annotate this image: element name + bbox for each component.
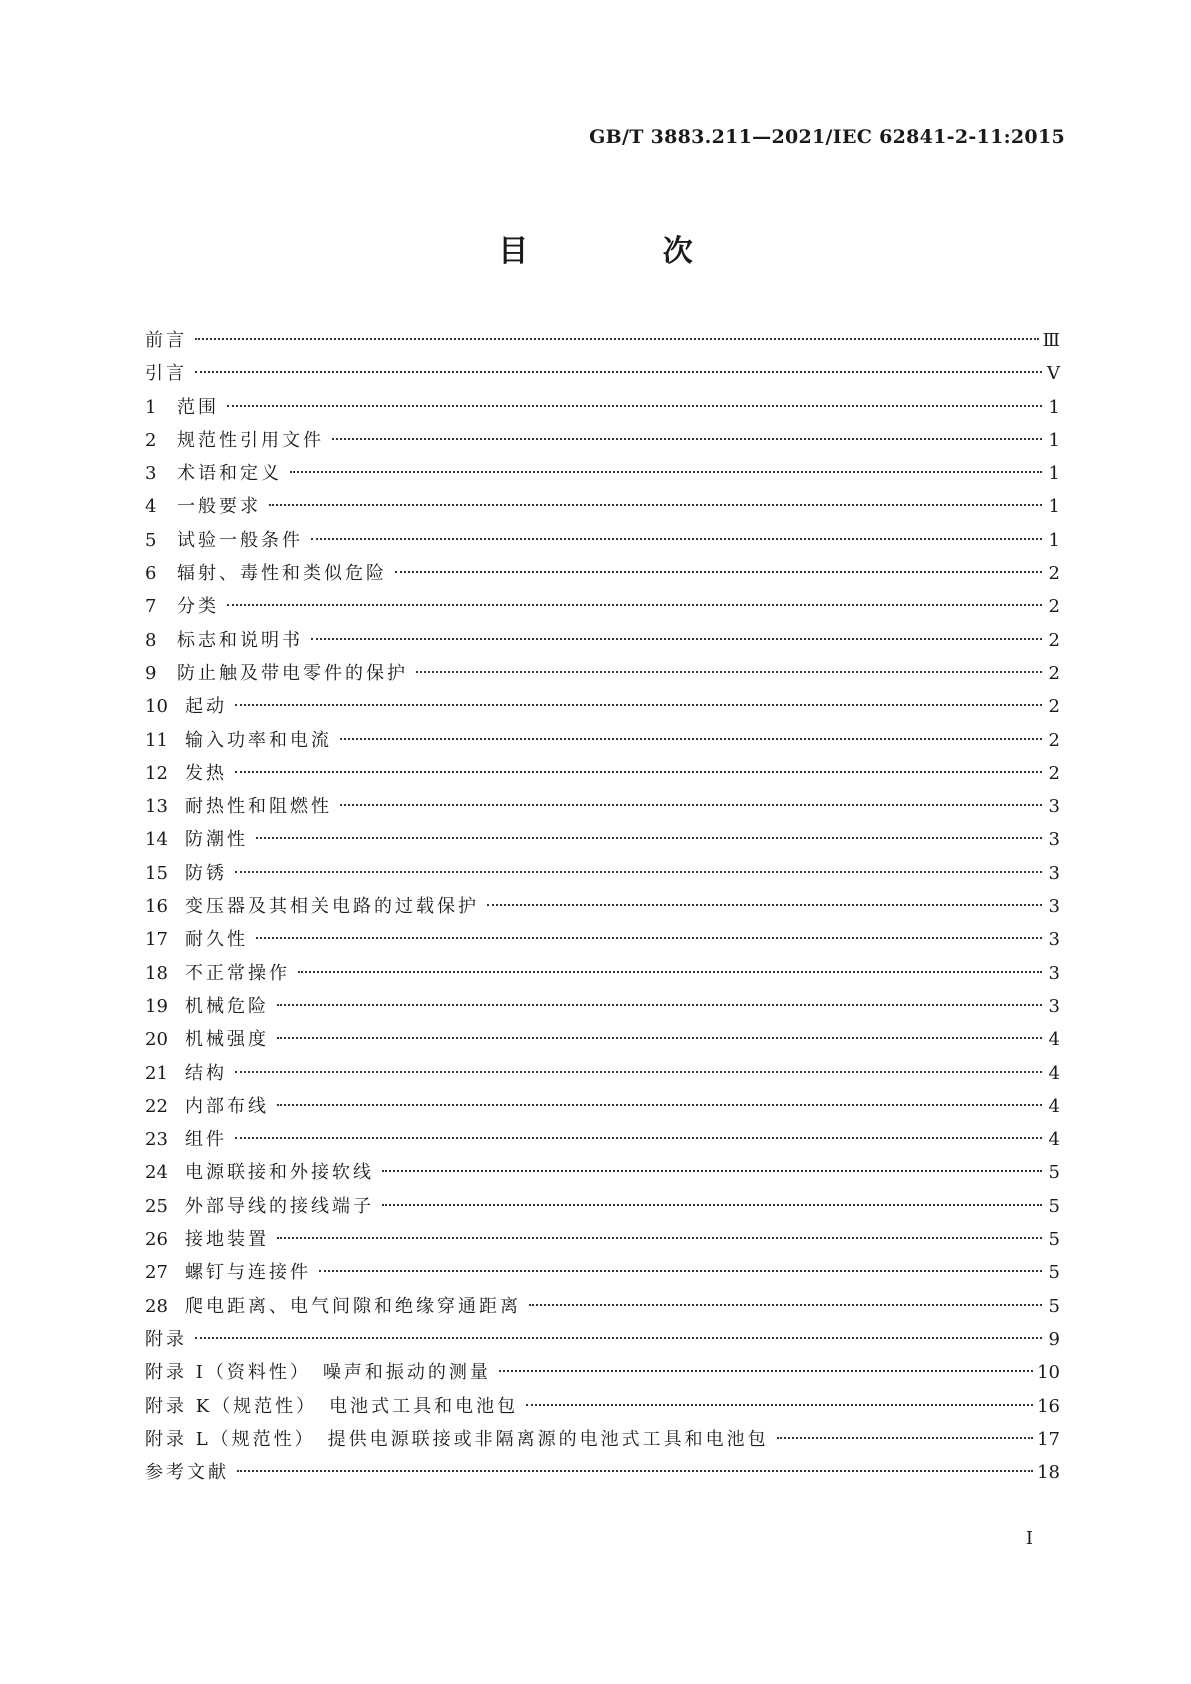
toc-entry-number: 23 bbox=[145, 1129, 168, 1151]
toc-entry-label: 术语和定义 bbox=[177, 463, 282, 485]
toc-entry[interactable] bbox=[145, 424, 1060, 457]
dot-leader bbox=[277, 1104, 1042, 1106]
toc-entry-page: 1 bbox=[1048, 396, 1060, 418]
toc-entry[interactable] bbox=[145, 1023, 1060, 1056]
dot-leader bbox=[235, 771, 1042, 773]
toc-entry-page: 5 bbox=[1048, 1229, 1060, 1251]
dot-leader bbox=[256, 937, 1042, 939]
toc-entry[interactable] bbox=[145, 1256, 1060, 1289]
dot-leader bbox=[526, 1404, 1033, 1406]
toc-entry-page: 3 bbox=[1048, 962, 1060, 984]
toc-entry-label: 起动 bbox=[185, 696, 227, 718]
toc-entry-label: 机械强度 bbox=[185, 1029, 269, 1051]
toc-entry-page: 3 bbox=[1048, 896, 1060, 918]
dot-leader bbox=[319, 1270, 1042, 1272]
toc-entry[interactable] bbox=[145, 990, 1060, 1023]
toc-entry-number: 28 bbox=[145, 1295, 168, 1317]
dot-leader bbox=[195, 338, 1039, 340]
toc-entry[interactable] bbox=[145, 490, 1060, 523]
toc-entry-number: 22 bbox=[145, 1095, 168, 1117]
toc-entry[interactable] bbox=[145, 1323, 1060, 1356]
dot-leader bbox=[499, 1370, 1033, 1372]
toc-entry-label: 规范性引用文件 bbox=[177, 429, 324, 451]
toc-entry-page: 3 bbox=[1048, 995, 1060, 1017]
toc-entry-label: 辐射、毒性和类似危险 bbox=[177, 563, 387, 585]
toc-entry-number: 17 bbox=[145, 929, 168, 951]
toc-entry-page: 5 bbox=[1048, 1295, 1060, 1317]
toc-entry-label: 范围 bbox=[177, 396, 219, 418]
toc-entry-label: 参考文献 bbox=[145, 1462, 229, 1484]
toc-entry-page: 2 bbox=[1048, 563, 1060, 585]
toc-entry-page: Ⅴ bbox=[1047, 363, 1060, 385]
toc-entry-number: 5 bbox=[145, 529, 157, 551]
toc-entry-number: 19 bbox=[145, 995, 168, 1017]
toc-entry-page: 2 bbox=[1048, 629, 1060, 651]
dot-leader bbox=[256, 837, 1042, 839]
toc-entry[interactable] bbox=[145, 357, 1060, 390]
toc-entry-label: 不正常操作 bbox=[185, 962, 290, 984]
toc-entry-number: 6 bbox=[145, 563, 157, 585]
toc-entry-page: 5 bbox=[1048, 1162, 1060, 1184]
toc-entry-label: 防止触及带电零件的保护 bbox=[177, 662, 408, 684]
toc-entry-label: 附录 bbox=[145, 1328, 187, 1350]
toc-entry[interactable] bbox=[145, 590, 1060, 623]
toc-entry-number: 7 bbox=[145, 596, 157, 618]
toc-entry-label: 内部布线 bbox=[185, 1095, 269, 1117]
toc-entry-label: 分类 bbox=[177, 596, 219, 618]
toc-entry-page: 2 bbox=[1048, 729, 1060, 751]
toc-entry-number: 11 bbox=[145, 729, 168, 751]
toc-entry-number: 4 bbox=[145, 496, 157, 518]
toc-entry-label: 变压器及其相关电路的过载保护 bbox=[185, 896, 479, 918]
page-number: I bbox=[1025, 1528, 1033, 1549]
toc-entry-label: 耐热性和阻燃性 bbox=[185, 796, 332, 818]
toc-entry-label: 发热 bbox=[185, 762, 227, 784]
toc-entry-page: 4 bbox=[1048, 1029, 1060, 1051]
toc-entry-page: 17 bbox=[1037, 1428, 1060, 1450]
toc-entry-number: 1 bbox=[145, 396, 157, 418]
dot-leader bbox=[529, 1304, 1042, 1306]
toc-entry-label: 附录 I（资料性） 噪声和振动的测量 bbox=[145, 1362, 491, 1384]
toc-entry-label: 前言 bbox=[145, 330, 187, 351]
table-of-contents bbox=[145, 324, 1060, 1489]
toc-entry-label: 结构 bbox=[185, 1062, 227, 1084]
toc-entry-number: 10 bbox=[145, 696, 168, 718]
toc-entry-number: 12 bbox=[145, 762, 168, 784]
toc-entry[interactable] bbox=[145, 391, 1060, 424]
toc-entry-page: 16 bbox=[1037, 1395, 1060, 1417]
dot-leader bbox=[298, 971, 1042, 973]
dot-leader bbox=[382, 1170, 1042, 1172]
toc-entry-page: 5 bbox=[1048, 1262, 1060, 1284]
toc-entry-page: 18 bbox=[1037, 1462, 1060, 1484]
standard-code: GB/T 3883.211—2021/IEC 62841-2-11:2015 bbox=[589, 126, 1065, 148]
toc-entry[interactable] bbox=[145, 1057, 1060, 1090]
toc-entry[interactable] bbox=[145, 457, 1060, 490]
toc-entry-page: 2 bbox=[1048, 596, 1060, 618]
dot-leader bbox=[195, 371, 1042, 373]
toc-entry-page: 1 bbox=[1048, 529, 1060, 551]
dot-leader bbox=[227, 405, 1042, 407]
toc-entry-page: 2 bbox=[1048, 762, 1060, 784]
toc-entry-label: 引言 bbox=[145, 363, 187, 385]
toc-entry[interactable] bbox=[145, 923, 1060, 956]
toc-entry-number: 16 bbox=[145, 896, 168, 918]
toc-entry[interactable] bbox=[145, 757, 1060, 790]
toc-entry[interactable] bbox=[145, 557, 1060, 590]
toc-entry-number: 9 bbox=[145, 662, 157, 684]
toc-entry[interactable] bbox=[145, 857, 1060, 890]
toc-entry-label: 试验一般条件 bbox=[177, 529, 303, 551]
toc-entry-page: 3 bbox=[1048, 862, 1060, 884]
toc-entry-label: 耐久性 bbox=[185, 929, 248, 951]
toc-entry[interactable] bbox=[145, 1290, 1060, 1323]
toc-entry[interactable] bbox=[145, 790, 1060, 823]
toc-entry-number: 20 bbox=[145, 1029, 168, 1051]
toc-entry-label: 防潮性 bbox=[185, 829, 248, 851]
toc-entry[interactable] bbox=[145, 324, 1060, 357]
toc-entry-number: 18 bbox=[145, 962, 168, 984]
toc-entry-label: 电源联接和外接软线 bbox=[185, 1162, 374, 1184]
toc-entry-page: 1 bbox=[1048, 496, 1060, 518]
dot-leader bbox=[395, 571, 1042, 573]
dot-leader bbox=[237, 1470, 1033, 1472]
toc-entry-page: 4 bbox=[1048, 1095, 1060, 1117]
toc-entry-label: 附录 K（规范性） 电池式工具和电池包 bbox=[145, 1395, 519, 1417]
dot-leader bbox=[235, 871, 1042, 873]
toc-entry-page: 2 bbox=[1048, 696, 1060, 718]
toc-entry-number: 8 bbox=[145, 629, 157, 651]
dot-leader bbox=[227, 604, 1042, 606]
toc-entry-label: 螺钉与连接件 bbox=[185, 1262, 311, 1284]
toc-entry-number: 25 bbox=[145, 1195, 168, 1217]
toc-entry-page: 5 bbox=[1048, 1195, 1060, 1217]
dot-leader bbox=[269, 504, 1042, 506]
toc-entry-page: 4 bbox=[1048, 1062, 1060, 1084]
toc-entry[interactable] bbox=[145, 890, 1060, 923]
dot-leader bbox=[340, 738, 1042, 740]
toc-entry[interactable] bbox=[145, 624, 1060, 657]
dot-leader bbox=[340, 804, 1042, 806]
toc-entry-number: 14 bbox=[145, 829, 168, 851]
dot-leader bbox=[311, 538, 1042, 540]
toc-entry-label: 爬电距离、电气间隙和绝缘穿通距离 bbox=[185, 1295, 521, 1317]
toc-entry[interactable] bbox=[145, 1456, 1060, 1489]
dot-leader bbox=[290, 471, 1042, 473]
dot-leader bbox=[235, 1071, 1042, 1073]
toc-entry-number: 2 bbox=[145, 429, 157, 451]
dot-leader bbox=[235, 704, 1042, 706]
toc-entry-number: 15 bbox=[145, 862, 168, 884]
toc-entry-page: 10 bbox=[1037, 1362, 1060, 1384]
toc-entry-page: 2 bbox=[1048, 662, 1060, 684]
toc-entry-page: 9 bbox=[1048, 1328, 1060, 1350]
dot-leader bbox=[235, 1137, 1042, 1139]
toc-entry-label: 组件 bbox=[185, 1129, 227, 1151]
toc-entry[interactable] bbox=[145, 1390, 1060, 1423]
toc-entry-label: 附录 L（规范性） 提供电源联接或非隔离源的电池式工具和电池包 bbox=[145, 1428, 769, 1450]
toc-entry-page: 3 bbox=[1048, 929, 1060, 951]
dot-leader bbox=[195, 1337, 1042, 1339]
toc-entry-number: 3 bbox=[145, 463, 157, 485]
toc-entry-label: 输入功率和电流 bbox=[185, 729, 332, 751]
toc-entry[interactable] bbox=[145, 1123, 1060, 1156]
toc-entry-label: 一般要求 bbox=[177, 496, 261, 518]
toc-entry[interactable] bbox=[145, 724, 1060, 757]
toc-entry[interactable] bbox=[145, 690, 1060, 723]
dot-leader bbox=[311, 638, 1042, 640]
toc-entry[interactable] bbox=[145, 1156, 1060, 1189]
toc-entry-number: 24 bbox=[145, 1162, 168, 1184]
toc-entry-label: 防锈 bbox=[185, 862, 227, 884]
toc-entry[interactable] bbox=[145, 957, 1060, 990]
toc-entry-number: 26 bbox=[145, 1229, 168, 1251]
toc-entry-page: 1 bbox=[1048, 429, 1060, 451]
toc-entry[interactable] bbox=[145, 1356, 1060, 1389]
dot-leader bbox=[332, 438, 1042, 440]
toc-entry-page: 1 bbox=[1048, 463, 1060, 485]
toc-entry[interactable] bbox=[145, 524, 1060, 557]
toc-entry-number: 27 bbox=[145, 1262, 168, 1284]
dot-leader bbox=[277, 1037, 1042, 1039]
toc-entry[interactable] bbox=[145, 1090, 1060, 1123]
toc-entry[interactable] bbox=[145, 1223, 1060, 1256]
dot-leader bbox=[777, 1437, 1033, 1439]
toc-entry-page: 3 bbox=[1048, 796, 1060, 818]
toc-entry-page: 3 bbox=[1048, 829, 1060, 851]
dot-leader bbox=[382, 1204, 1042, 1206]
toc-entry-label: 机械危险 bbox=[185, 995, 269, 1017]
toc-entry-page: 4 bbox=[1048, 1129, 1060, 1151]
toc-entry[interactable] bbox=[145, 657, 1060, 690]
toc-entry-number: 13 bbox=[145, 796, 168, 818]
dot-leader bbox=[277, 1004, 1042, 1006]
toc-entry-number: 21 bbox=[145, 1062, 168, 1084]
toc-entry-label: 标志和说明书 bbox=[177, 629, 303, 651]
toc-entry-page: Ⅲ bbox=[1042, 330, 1060, 351]
dot-leader bbox=[416, 671, 1042, 673]
toc-entry[interactable] bbox=[145, 1423, 1060, 1456]
toc-entry-label: 接地装置 bbox=[185, 1229, 269, 1251]
page-title: 目 次 bbox=[498, 234, 755, 269]
toc-entry[interactable] bbox=[145, 1190, 1060, 1223]
toc-entry-label: 外部导线的接线端子 bbox=[185, 1195, 374, 1217]
toc-entry[interactable] bbox=[145, 823, 1060, 856]
dot-leader bbox=[487, 904, 1042, 906]
dot-leader bbox=[277, 1237, 1042, 1239]
